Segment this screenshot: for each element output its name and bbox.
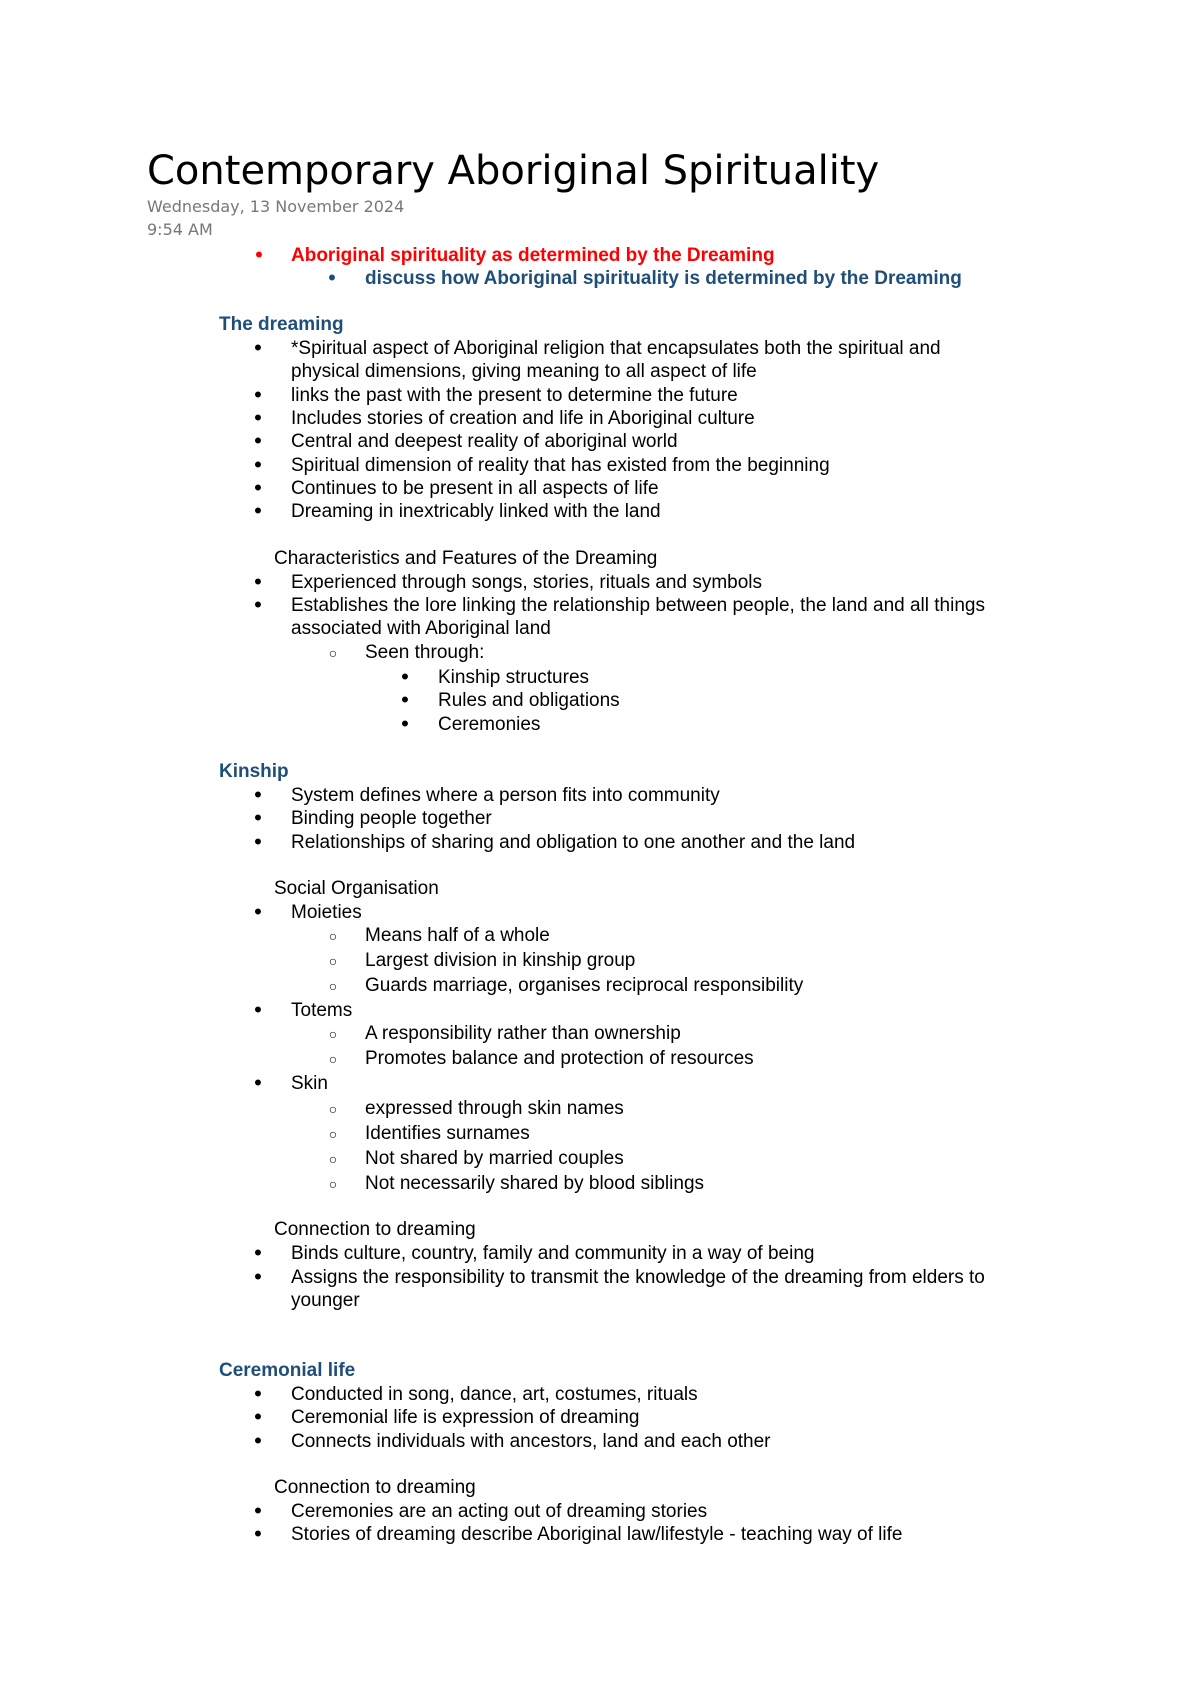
list-item: A responsibility rather than ownership — [365, 1023, 681, 1044]
bullet-icon: • — [254, 1070, 262, 1095]
focus-sub: discuss how Aboriginal spirituality is determined by the Dreaming — [365, 268, 962, 289]
bullet-icon: • — [401, 711, 409, 736]
subheading-connection: Connection to dreaming — [274, 1477, 476, 1498]
list-item: Central and deepest reality of aboriginal world — [291, 431, 678, 452]
bullet-icon: • — [254, 382, 262, 407]
subheading-social: Social Organisation — [274, 878, 439, 899]
list-item: Binding people together — [291, 808, 492, 829]
hollow-circle-icon: ○ — [328, 1026, 338, 1042]
list-item: Assigns the responsibility to transmit the knowledge of the dreaming from elders to — [291, 1267, 985, 1288]
list-item: Spiritual dimension of reality that has existed from the beginning — [291, 455, 830, 476]
bullet-icon: • — [401, 687, 409, 712]
bullet-icon: • — [254, 1381, 262, 1406]
bullet-icon: • — [255, 242, 263, 267]
hollow-circle-icon: ○ — [328, 1126, 338, 1142]
subheading-features: Characteristics and Features of the Dreaming — [274, 548, 658, 569]
bullet-icon: • — [254, 452, 262, 477]
bullet-icon: • — [254, 475, 262, 500]
list-item: Not shared by married couples — [365, 1148, 624, 1169]
hollow-circle-icon: ○ — [328, 978, 338, 994]
list-item: Seen through: — [365, 642, 485, 663]
list-item: Connects individuals with ancestors, land and each other — [291, 1431, 771, 1452]
list-item: Establishes the lore linking the relationship between people, the land and all things — [291, 595, 985, 616]
subheading-connection: Connection to dreaming — [274, 1219, 476, 1240]
bullet-icon: • — [254, 335, 262, 360]
section-heading-kinship: Kinship — [219, 761, 289, 782]
list-item: Means half of a whole — [365, 925, 550, 946]
bullet-icon: • — [254, 1521, 262, 1546]
bullet-icon: • — [254, 428, 262, 453]
bullet-icon: • — [254, 592, 262, 617]
list-item: Promotes balance and protection of resources — [365, 1048, 754, 1069]
bullet-icon: • — [328, 265, 336, 290]
section-heading-ceremonial: Ceremonial life — [219, 1360, 356, 1381]
list-item: Largest division in kinship group — [365, 950, 636, 971]
list-item: Includes stories of creation and life in Aboriginal culture — [291, 408, 755, 429]
bullet-icon: • — [254, 782, 262, 807]
bullet-icon: • — [254, 1264, 262, 1289]
focus-main: Aboriginal spirituality as determined by the Dreaming — [291, 245, 775, 266]
note-time: 9:54 AM — [147, 220, 213, 239]
list-item: Binds culture, country, family and community in a way of being — [291, 1243, 815, 1264]
hollow-circle-icon: ○ — [328, 1151, 338, 1167]
list-item: Skin — [291, 1073, 328, 1094]
hollow-circle-icon: ○ — [328, 928, 338, 944]
bullet-icon: • — [254, 1428, 262, 1453]
list-item: Ceremonies — [438, 714, 541, 735]
list-item: expressed through skin names — [365, 1098, 624, 1119]
bullet-icon: • — [254, 569, 262, 594]
bullet-icon: • — [254, 899, 262, 924]
bullet-icon: • — [254, 498, 262, 523]
bullet-icon: • — [254, 1404, 262, 1429]
list-item-continuation: associated with Aboriginal land — [291, 618, 551, 639]
list-item: Moieties — [291, 902, 362, 923]
list-item: Relationships of sharing and obligation to one another and the land — [291, 832, 856, 853]
list-item: Not necessarily shared by blood siblings — [365, 1173, 705, 1194]
bullet-icon: • — [254, 829, 262, 854]
bullet-icon: • — [254, 997, 262, 1022]
page-title: Contemporary Aboriginal Spirituality — [147, 148, 880, 194]
list-item: *Spiritual aspect of Aboriginal religion that encapsulates both the spiritual and — [291, 338, 941, 359]
hollow-circle-icon: ○ — [328, 645, 338, 661]
list-item: links the past with the present to determine the future — [291, 385, 738, 406]
bullet-icon: • — [254, 1498, 262, 1523]
hollow-circle-icon: ○ — [328, 1101, 338, 1117]
bullet-icon: • — [254, 1240, 262, 1265]
section-heading-dreaming: The dreaming — [219, 314, 344, 335]
hollow-circle-icon: ○ — [328, 1176, 338, 1192]
list-item: Ceremonial life is expression of dreaming — [291, 1407, 640, 1428]
list-item: Continues to be present in all aspects of life — [291, 478, 659, 499]
list-item: Experienced through songs, stories, rituals and symbols — [291, 572, 763, 593]
bullet-icon: • — [401, 664, 409, 689]
list-item-continuation: younger — [291, 1290, 360, 1311]
list-item: Totems — [291, 1000, 353, 1021]
list-item: Guards marriage, organises reciprocal responsibility — [365, 975, 804, 996]
hollow-circle-icon: ○ — [328, 1051, 338, 1067]
list-item-continuation: physical dimensions, giving meaning to all aspect of life — [291, 361, 757, 382]
list-item: Dreaming in inextricably linked with the land — [291, 501, 661, 522]
list-item: System defines where a person fits into community — [291, 785, 720, 806]
list-item: Conducted in song, dance, art, costumes, rituals — [291, 1384, 698, 1405]
note-date: Wednesday, 13 November 2024 — [147, 197, 405, 216]
hollow-circle-icon: ○ — [328, 953, 338, 969]
bullet-icon: • — [254, 805, 262, 830]
bullet-icon: • — [254, 405, 262, 430]
list-item: Identifies surnames — [365, 1123, 530, 1144]
list-item: Stories of dreaming describe Aboriginal law/lifestyle - teaching way of life — [291, 1524, 903, 1545]
list-item: Kinship structures — [438, 667, 590, 688]
list-item: Ceremonies are an acting out of dreaming stories — [291, 1501, 708, 1522]
list-item: Rules and obligations — [438, 690, 620, 711]
